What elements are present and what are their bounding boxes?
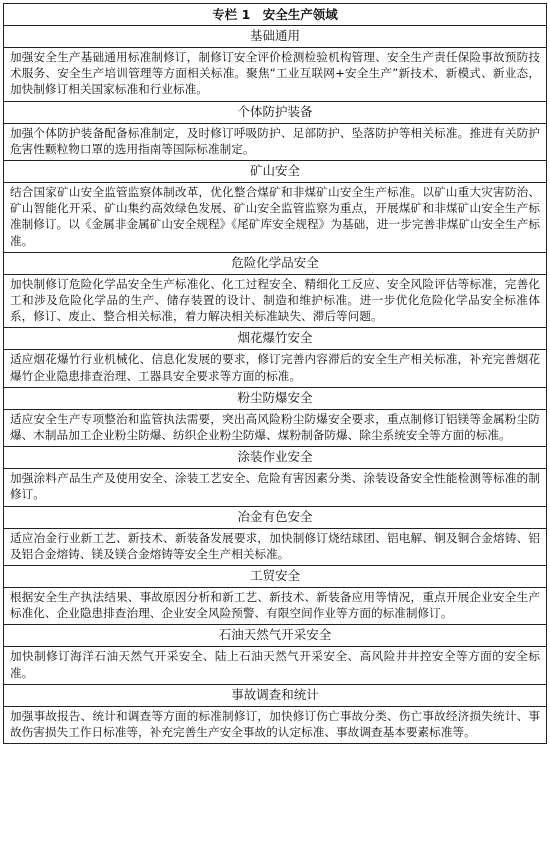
section-heading: 烟花爆竹安全	[4, 328, 547, 350]
table-title: 专栏 1 安全生产领域	[4, 4, 547, 26]
section-body-row	[4, 350, 547, 387]
section-body-row	[4, 48, 547, 102]
section-heading-row	[4, 328, 547, 350]
section-body-row	[4, 123, 547, 160]
section-body: 加强个体防护装备配备标准制定，及时修订呼吸防护、足部防护、坠落防护等相关标准。推进有关防护危害性颗粒物口罩的选用指南等国际标准制定。	[4, 123, 547, 160]
section-heading: 涂装作业安全	[4, 447, 547, 469]
section-body: 加快制修订危险化学品安全生产标准化、化工过程安全、精细化工反应、安全风险评估等标准，完善化工和涉及危险化学品的生产、储存装置的设计、制造和维护标准。进一步优化危险化学品安全标准体系，修订、废止、整合相关标准，着力解决相关标准缺失、滞后等问题。	[4, 274, 547, 328]
section-body: 根据安全生产执法结果、事故原因分析和新工艺、新技术、新装备应用等情况，重点开展企业安全生产标准化、企业隐患排查治理、企业安全风险预警、有限空间作业等方面的标准制修订。	[4, 588, 547, 625]
section-body: 加快制修订海洋石油天然气开采安全、陆上石油天然气开采安全、高风险井井控安全等方面的安全标准。	[4, 647, 547, 684]
section-heading-row	[4, 506, 547, 528]
section-heading: 个体防护装备	[4, 101, 547, 123]
section-heading-row	[4, 26, 547, 48]
section-body-row	[4, 274, 547, 328]
section-body-row	[4, 706, 547, 743]
section-heading-row	[4, 447, 547, 469]
section-body-row	[4, 588, 547, 625]
section-heading-row	[4, 387, 547, 409]
section-heading-row	[4, 161, 547, 183]
section-heading: 粉尘防爆安全	[4, 387, 547, 409]
section-body-row	[4, 528, 547, 565]
section-body-row	[4, 469, 547, 506]
section-body: 适应安全生产专项整治和监管执法需要，突出高风险粉尘防爆安全要求，重点制修订铝镁等金属粉尘防爆、木制品加工企业粉尘防爆、纺织企业粉尘防爆、煤粉制备防爆、除尘系统安全等方面的标准。	[4, 409, 547, 446]
section-heading-row	[4, 252, 547, 274]
section-heading: 事故调查和统计	[4, 684, 547, 706]
section-heading-row	[4, 101, 547, 123]
section-body-row	[4, 183, 547, 253]
section-heading: 工贸安全	[4, 566, 547, 588]
section-heading: 冶金有色安全	[4, 506, 547, 528]
section-body-row	[4, 409, 547, 446]
section-heading: 基础通用	[4, 26, 547, 48]
section-body-row	[4, 647, 547, 684]
section-body: 适应冶金行业新工艺、新技术、新装备发展要求，加快制修订烧结球团、铝电解、铜及铜合金熔铸、铝及铝合金熔铸、镁及镁合金熔铸等安全生产相关标准。	[4, 528, 547, 565]
section-heading: 危险化学品安全	[4, 252, 547, 274]
section-body: 适应烟花爆竹行业机械化、信息化发展的要求，修订完善内容滞后的安全生产相关标准，补充完善烟花爆竹企业隐患排查治理、工器具安全要求等方面的标准。	[4, 350, 547, 387]
section-body: 加强涂料产品生产及使用安全、涂装工艺安全、危险有害因素分类、涂装设备安全性能检测等标准的制修订。	[4, 469, 547, 506]
section-body: 加强安全生产基础通用标准制修订，制修订安全评价检测检验机构管理、安全生产责任保险事故预防技术服务、安全生产培训管理等方面相关标准。聚焦“工业互联网+安全生产”新技术、新模式、新业态，加快制修订相关国家标准和行业标准。	[4, 48, 547, 102]
safety-standards-table	[3, 3, 547, 744]
section-body: 结合国家矿山安全监管监察体制改革，优化整合煤矿和非煤矿山安全生产标准。以矿山重大灾害防治、矿山智能化开采、矿山集约高效绿色发展、矿山安全监管监察为重点，开展煤矿和非煤矿山安全生产标准制修订。以《金属非金属矿山安全规程》《尾矿库安全规程》为基础，进一步完善非煤矿山安全生产标准。	[4, 183, 547, 253]
section-heading: 矿山安全	[4, 161, 547, 183]
section-heading-row	[4, 625, 547, 647]
table-title-row	[4, 4, 547, 26]
section-body: 加强事故报告、统计和调查等方面的标准制修订，加快修订伤亡事故分类、伤亡事故经济损失统计、事故伤害损失工作日标准等，补充完善生产安全事故的认定标准、事故调查基本要素标准等。	[4, 706, 547, 743]
section-heading-row	[4, 684, 547, 706]
section-heading-row	[4, 566, 547, 588]
section-heading: 石油天然气开采安全	[4, 625, 547, 647]
